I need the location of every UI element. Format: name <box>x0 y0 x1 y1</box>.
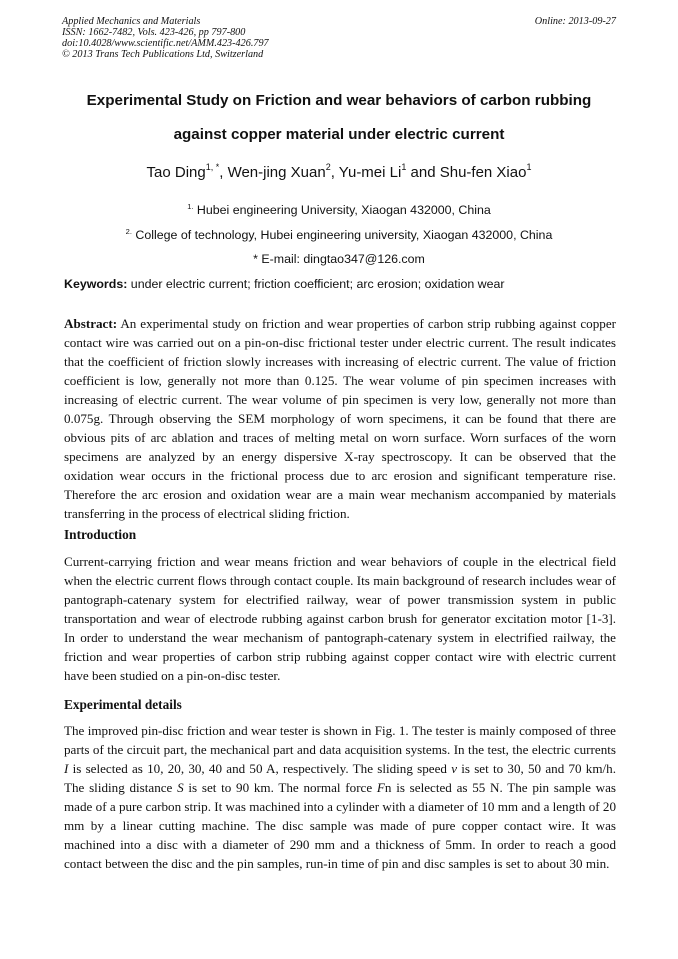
author-affiliation-mark: 1 <box>526 162 532 172</box>
author-name: Wen-jing Xuan <box>227 164 326 181</box>
copyright-line: © 2013 Trans Tech Publications Ltd, Switzerland <box>62 49 264 60</box>
text-run: is set to 90 km. The normal force <box>183 780 377 795</box>
text-run: is set to 30, 50 and 70 km/h. The sliding distance <box>64 761 616 795</box>
author-name: Shu-fen Xiao <box>439 164 527 181</box>
journal-header <box>62 16 269 60</box>
variable-speed: v <box>451 761 457 776</box>
corresponding-email: * E-mail: dingtao347@126.com <box>253 252 425 266</box>
affiliation-mark: 1. <box>187 202 194 211</box>
keywords-label: Keywords: <box>64 277 128 291</box>
section-heading-experimental: Experimental details <box>64 697 182 712</box>
author-name: Yu-mei Li <box>338 164 402 181</box>
affiliation-mark: 2. <box>125 227 132 236</box>
affiliation-2 <box>40 228 638 242</box>
keywords <box>64 277 616 291</box>
text-run: n is selected as 55 N. The pin sample was made of a pure carbon strip. It was machined into a cylinder with a diameter of 10 mm and a length of 20 mm by a linear cutting machine. The disc sample was made of pure copper contact wire. It was machined into a disc with a diameter of 290 mm and a thickness of 5mm. In order to reach a good contact between the disc and the pin samples, run-in time of pin and disc samples is set to about 30 min. <box>64 780 616 871</box>
abstract-label: Abstract: <box>64 316 118 331</box>
affiliation-1 <box>40 203 638 217</box>
author-affiliation-mark: 2 <box>325 162 331 172</box>
author-affiliation-mark: 1, * <box>205 162 220 172</box>
issn-line: ISSN: 1662-7482, Vols. 423-426, pp 797-800 <box>62 27 246 38</box>
author-affiliation-mark: 1 <box>401 162 407 172</box>
variable-distance: S <box>177 780 184 795</box>
journal-name: Applied Mechanics and Materials <box>62 16 201 27</box>
abstract <box>64 314 616 523</box>
author-separator: , <box>330 164 339 181</box>
author-separator: and <box>406 164 440 181</box>
introduction-paragraph: Current-carrying friction and wear means friction and wear behaviors of couple in the electrical field when the electric current flows through contact couple. Its main background of research includes wear of pantograph-catenary system for electrified railway, wear of power transmission system in public transportation and wear of electrode rubbing against carbon brush for generator excitation motor [1-3]. In order to understand the wear mechanism of pantograph-catenary system in electrified railway, the friction and wear properties of carbon strip rubbing against copper contact wire with electric current have been studied on a pin-on-disc tester. <box>64 554 616 683</box>
experimental-paragraph <box>64 721 616 873</box>
variable-current: I <box>64 761 69 776</box>
paper-title-line-1: Experimental Study on Friction and wear behaviors of carbon rubbing <box>86 92 592 109</box>
text-run: The improved pin-disc friction and wear tester is shown in Fig. 1. The tester is mainly composed of three parts of the circuit part, the mechanical part and data acquisition systems. In the test, the electric currents <box>64 723 616 757</box>
section-heading-introduction: Introduction <box>64 527 137 542</box>
abstract-text: An experimental study on friction and wear properties of carbon strip rubbing against copper contact wire was carried out on a pin-on-disc frictional tester under electric current. The result indicates that the coefficient of friction slowly increases with increasing of electric current. The value of friction coefficient is low, generally not more than 0.125. The wear volume of pin specimen increases with increasing of electric current. The wear volume of pin specimen is very low, generally not more than 0.075g. Through observing the SEM morphology of worn specimens, it can be found that there are obvious pits of arc ablation and traces of melting metal on worn surface. Worn surfaces of the worn specimens are analyzed by an energy dispersive X-ray spectroscopy. It can be observed that the oxidation wear occurs in the frictional process due to arc erosion and significant temperature rise. Therefore the arc erosion and oxidation wear are a main wear mechanism accompanied by materials transferring in the process of electrical sliding friction. <box>64 316 616 521</box>
text-run: is selected as 10, 20, 30, 40 and 50 A, respectively. The sliding speed <box>68 761 452 776</box>
keywords-text: under electric current; friction coefficient; arc erosion; oxidation wear <box>127 277 505 291</box>
author-separator: , <box>219 164 228 181</box>
author-list <box>40 164 638 181</box>
affiliation-text: Hubei engineering University, Xiaogan 432000, China <box>193 203 491 217</box>
variable-force: F <box>376 780 385 795</box>
online-date: Online: 2013-09-27 <box>534 16 616 27</box>
paper-title-line-2: against copper material under electric current <box>173 126 505 143</box>
affiliation-text: College of technology, Hubei engineering university, Xiaogan 432000, China <box>131 228 553 242</box>
author-name: Tao Ding <box>146 164 206 181</box>
doi-line: doi:10.4028/www.scientific.net/AMM.423-426.797 <box>62 38 269 49</box>
